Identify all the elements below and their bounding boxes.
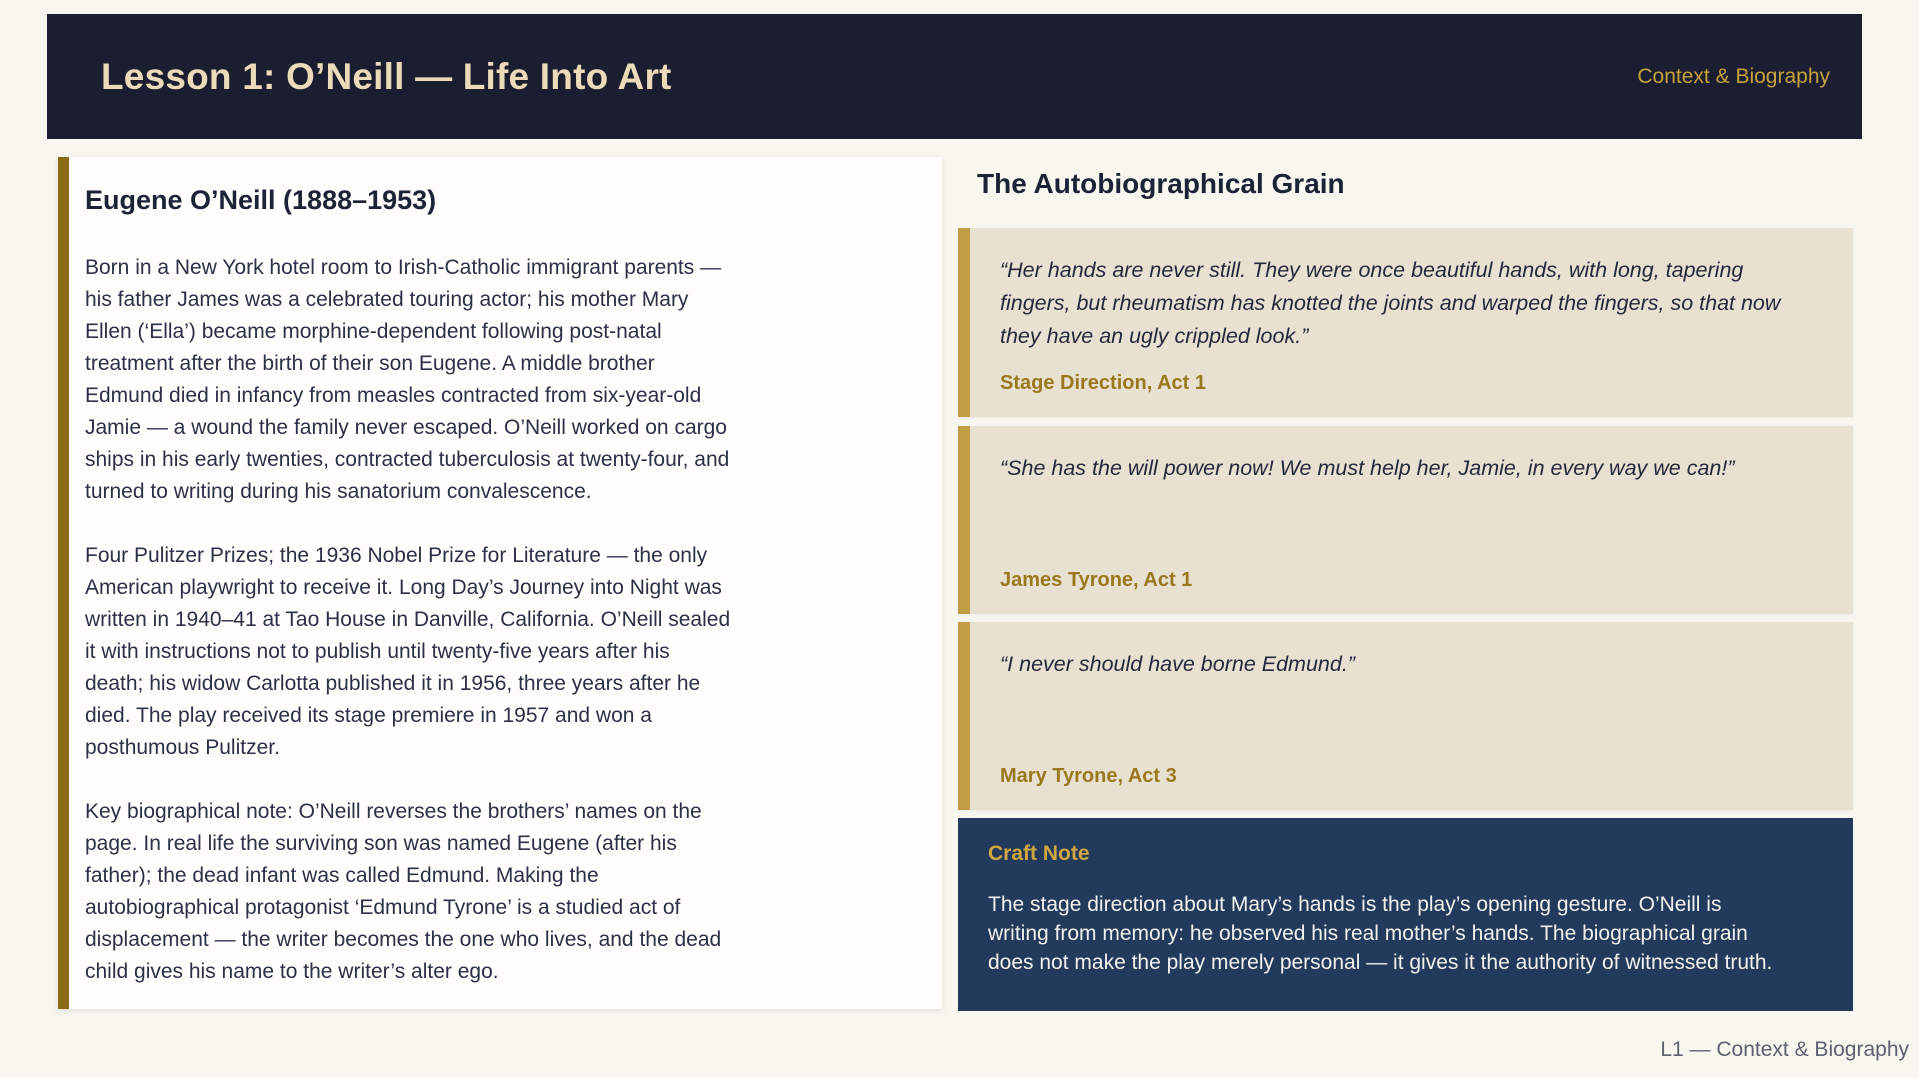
craft-note-body: The stage direction about Mary’s hands is the play’s opening gesture. O’Neill is writing from memory: he observed his real mother’s hands. The biographical grain does not make the play merely personal — it gives it the authority of witnessed truth. bbox=[988, 893, 1773, 974]
quote-attribution: James Tyrone, Act 1 bbox=[1000, 569, 1193, 591]
craft-note-title: Craft Note bbox=[988, 842, 1090, 865]
slide-footer-label: L1 — Context & Biography bbox=[1660, 1038, 1909, 1061]
biography-paragraph-3: Key biographical note: O’Neill reverses the brothers’ names on the page. In real life the surviving son was named Eugene (after his father); the dead infant was called Edmund. Making the autobiographical protagonist ‘Edmund Tyrone’ is a studied act of displacement — the writer becomes the one who lives, and the dead child gives his name to the writer’s alter ego. bbox=[85, 800, 722, 983]
slide-title: Lesson 1: O’Neill — Life Into Art bbox=[101, 55, 672, 97]
biography-paragraph-1: Born in a New York hotel room to Irish-Catholic immigrant parents — his father James was a celebrated touring actor; his mother Mary Ellen (‘Ella’) became morphine-dependent following post-natal treatment after the birth of their son Eugene. A middle brother Edmund died in infancy from measles contracted from six-year-old Jamie — a wound the family never escaped. O’Neill worked on cargo ships in his early twenties, contracted tuberculosis at twenty-four, and turned to writing during his sanatorium convalescence. bbox=[85, 256, 730, 503]
biography-paragraph-2: Four Pulitzer Prizes; the 1936 Nobel Prize for Literature — the only American playwright to receive it. Long Day’s Journey into Night was written in 1940–41 at Tao House in Danville, California. O’Neill sealed it with instructions not to publish until twenty-five years after his death; his widow Carlotta published it in 1956, three years after he died. The play received its stage premiere in 1957 and won a posthumous Pulitzer. bbox=[85, 544, 731, 759]
quote-text: “I never should have borne Edmund.” bbox=[1000, 652, 1355, 676]
craft-note-panel bbox=[958, 818, 1853, 1011]
quote-card-mary-tyrone bbox=[958, 622, 1853, 810]
quote-text: “Her hands are never still. They were once beautiful hands, with long, tapering fingers, but rheumatism has knotted the joints and warped the fingers, so that now they have an ugly crippled look.” bbox=[1000, 258, 1781, 348]
quote-attribution: Stage Direction, Act 1 bbox=[1000, 372, 1206, 394]
quote-text: “She has the will power now! We must help her, Jamie, in every way we can!” bbox=[1000, 456, 1735, 480]
quote-card-james-tyrone bbox=[958, 426, 1853, 614]
header-badge: Context & Biography bbox=[1637, 64, 1830, 88]
biography-heading: Eugene O’Neill (1888–1953) bbox=[85, 185, 437, 215]
slide-header bbox=[47, 14, 1862, 139]
quote-attribution: Mary Tyrone, Act 3 bbox=[1000, 765, 1177, 787]
quotes-section-heading: The Autobiographical Grain bbox=[977, 168, 1345, 199]
quote-card-stage-direction bbox=[958, 228, 1853, 417]
biography-card bbox=[58, 157, 942, 1009]
